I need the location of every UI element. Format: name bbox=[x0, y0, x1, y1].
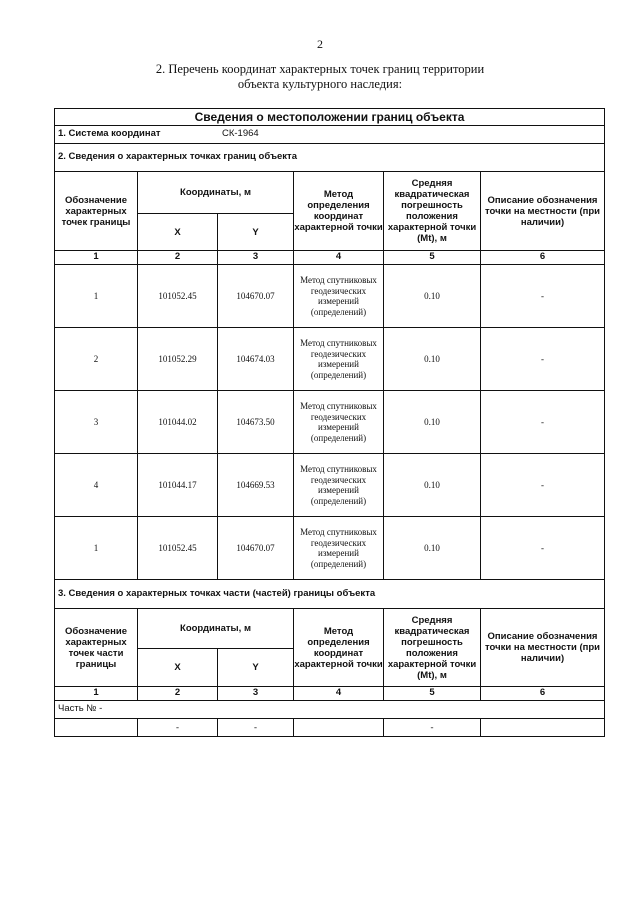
error: 0.10 bbox=[384, 391, 481, 454]
s3-col-desc: Описание обозначения точки на местности (при наличии) bbox=[481, 609, 605, 687]
error: - bbox=[384, 719, 481, 737]
method: Метод спутниковых геодезических измерений (определений) bbox=[294, 391, 384, 454]
error: 0.10 bbox=[384, 517, 481, 580]
description: - bbox=[481, 328, 605, 391]
coord-x: 101044.17 bbox=[138, 454, 218, 517]
method: Метод спутниковых геодезических измерений (определений) bbox=[294, 454, 384, 517]
point-id: 3 bbox=[55, 391, 138, 454]
s3-col-num: 6 bbox=[481, 687, 605, 701]
s2-col-num: 6 bbox=[481, 251, 605, 265]
s2-col-num: 5 bbox=[384, 251, 481, 265]
coord-system-row bbox=[55, 126, 605, 144]
heading-line-2: объекта культурного наследия: bbox=[237, 77, 403, 91]
point-id: 2 bbox=[55, 328, 138, 391]
s3-col-num: 5 bbox=[384, 687, 481, 701]
document-heading bbox=[0, 62, 640, 92]
part-label: Часть № - bbox=[55, 701, 605, 719]
s2-col-desc: Описание обозначения точки на местности (при наличии) bbox=[481, 172, 605, 251]
error: 0.10 bbox=[384, 328, 481, 391]
table-row bbox=[55, 265, 605, 328]
coord-system-value: СК-1964 bbox=[222, 128, 259, 140]
coord-y: 104670.07 bbox=[218, 517, 294, 580]
coord-system-label: 1. Система координат bbox=[58, 128, 161, 140]
point-id bbox=[55, 719, 138, 737]
point-id: 4 bbox=[55, 454, 138, 517]
coord-x: 101052.45 bbox=[138, 517, 218, 580]
s2-col-num: 4 bbox=[294, 251, 384, 265]
coord-y: 104673.50 bbox=[218, 391, 294, 454]
method: Метод спутниковых геодезических измерений (определений) bbox=[294, 328, 384, 391]
table-row bbox=[55, 454, 605, 517]
coord-x: - bbox=[138, 719, 218, 737]
boundary-table bbox=[54, 108, 605, 737]
coord-y: 104674.03 bbox=[218, 328, 294, 391]
s3-col-num: 3 bbox=[218, 687, 294, 701]
section3-title: 3. Сведения о характерных точках части (частей) границы объекта bbox=[55, 580, 605, 609]
s2-col-num: 1 bbox=[55, 251, 138, 265]
s3-col-num: 1 bbox=[55, 687, 138, 701]
s3-col-point: Обозначение характерных точек части границы bbox=[55, 609, 138, 687]
table-row bbox=[55, 517, 605, 580]
s2-col-point: Обозначение характерных точек границы bbox=[55, 172, 138, 251]
s2-col-method: Метод определения координат характерной точки bbox=[294, 172, 384, 251]
table-row bbox=[55, 328, 605, 391]
method: Метод спутниковых геодезических измерений (определений) bbox=[294, 517, 384, 580]
s3-col-x: X bbox=[138, 649, 218, 687]
s2-col-x: X bbox=[138, 214, 218, 251]
coord-y: - bbox=[218, 719, 294, 737]
s2-col-coords: Координаты, м bbox=[138, 172, 294, 214]
description: - bbox=[481, 454, 605, 517]
s3-col-method: Метод определения координат характерной точки bbox=[294, 609, 384, 687]
page-number: 2 bbox=[317, 37, 323, 51]
method bbox=[294, 719, 384, 737]
heading-line-1: 2. Перечень координат характерных точек границ территории bbox=[155, 62, 485, 76]
error: 0.10 bbox=[384, 265, 481, 328]
s3-col-num: 2 bbox=[138, 687, 218, 701]
s3-col-y: Y bbox=[218, 649, 294, 687]
description: - bbox=[481, 265, 605, 328]
s2-col-y: Y bbox=[218, 214, 294, 251]
method: Метод спутниковых геодезических измерений (определений) bbox=[294, 265, 384, 328]
point-id: 1 bbox=[55, 517, 138, 580]
s2-col-num: 3 bbox=[218, 251, 294, 265]
point-id: 1 bbox=[55, 265, 138, 328]
description bbox=[481, 719, 605, 737]
description: - bbox=[481, 517, 605, 580]
s2-col-num: 2 bbox=[138, 251, 218, 265]
coord-x: 101044.02 bbox=[138, 391, 218, 454]
s3-col-coords: Координаты, м bbox=[138, 609, 294, 649]
section2-title: 2. Сведения о характерных точках границ объекта bbox=[55, 144, 605, 172]
coord-y: 104669.53 bbox=[218, 454, 294, 517]
table-row bbox=[55, 719, 605, 737]
s2-col-error: Средняя квадратическая погрешность положения характерной точки (Mt), м bbox=[384, 172, 481, 251]
coord-x: 101052.29 bbox=[138, 328, 218, 391]
s3-col-error: Средняя квадратическая погрешность положения характерной точки (Mt), м bbox=[384, 609, 481, 687]
description: - bbox=[481, 391, 605, 454]
coord-x: 101052.45 bbox=[138, 265, 218, 328]
coord-y: 104670.07 bbox=[218, 265, 294, 328]
error: 0.10 bbox=[384, 454, 481, 517]
s3-col-num: 4 bbox=[294, 687, 384, 701]
table-title: Сведения о местоположении границ объекта bbox=[55, 109, 605, 126]
table-row bbox=[55, 391, 605, 454]
